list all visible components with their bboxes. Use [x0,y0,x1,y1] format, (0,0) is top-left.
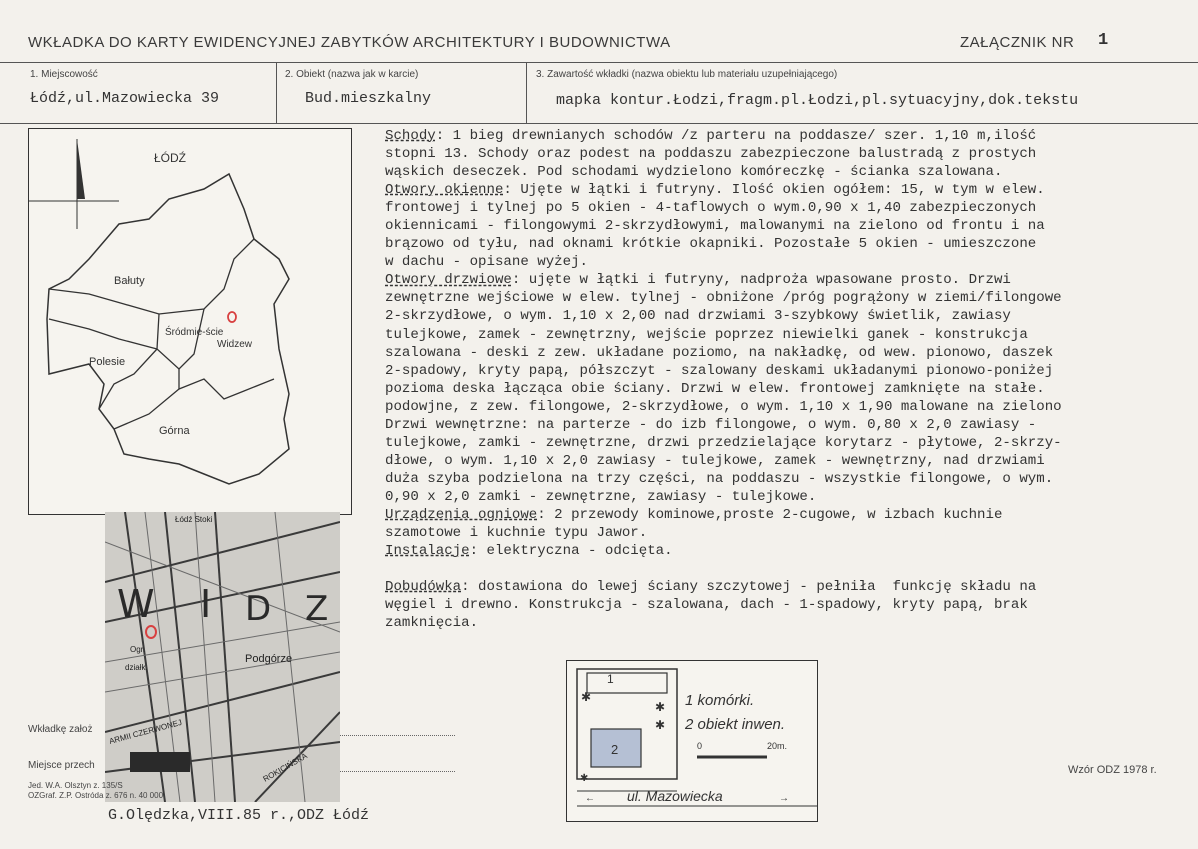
line-text: w dachu - opisane wyżej. [385,254,588,271]
description-line [385,326,1185,344]
line-text: szalowana - deski z zew. układane poziomo, na nakładkę, od wew. pionowo, daszek [385,344,1054,361]
sketch-scale-0: 0 [697,741,703,751]
description-line [385,181,1185,199]
map-district-polesie: Polesie [89,356,126,368]
svg-text:←: ← [585,793,595,804]
site-plan-drawing [567,661,817,821]
line-text: dłowe, o wym. 1,10 x 2,0 zawiasy - tulejkowe, zamek - wewnętrzny, nad drzwiami [385,452,1045,469]
description-line [385,416,1185,434]
section-heading: Urządzenia ogniowe [385,506,538,523]
line-text: węgiel i drewno. Konstrukcja - szalowana, dach - 1-spadowy, kryty papą, brak [385,597,1028,614]
svg-text:✱: ✱ [655,718,666,732]
header-divider [0,62,1198,63]
description-line [385,470,1185,488]
print-info-2: OZGraf. Z.P. Ostróda z. 676 n. 40 000 [28,791,164,800]
description-text [385,127,1185,632]
line-text: : elektryczna - odcięta. [469,543,673,560]
line-text: : dostawiona do lewej ściany szczytowej - pełniła funkcję składu na [461,579,1037,596]
description-line [385,506,1185,524]
plan-letter-w: W [117,582,155,626]
line-text [385,561,393,577]
sketch-scale-20: 20m. [767,741,788,751]
sketch-number-2: 2 [611,742,619,757]
map-district-srodmiescie: Śródmie-ście [165,327,224,338]
map-district-widzew: Widzew [217,339,253,350]
plan-label-dzialk: działk. [125,663,148,672]
sketch-street-label: ul. Mazowiecka [627,788,723,804]
plan-label-rokicinska: ROKICIŃSKA [261,751,309,784]
fields-divider [0,123,1198,124]
section-heading: Dobudówka [385,579,462,596]
annex-label: ZAŁĄCZNIK NR [960,34,1075,51]
description-line [385,398,1185,416]
city-plan-fragment [105,512,340,802]
plan-label-lodz-stoki: Łódź Stoki [175,515,213,524]
map-district-baluty: Bałuty [114,275,145,287]
description-line [385,199,1185,217]
description-line [385,235,1185,253]
line-text: 0,90 x 2,0 zamki - zewnętrzne, zawiasy - tulejkowe. [385,488,817,505]
line-text: tulejkowe, zamki - zewnętrzne, drzwi przedzielające korytarz - płytowe, 2-skrzy- [385,434,1062,451]
line-text: szamotowe i kuchnie typu Jawor. [385,525,648,542]
description-line [385,578,1185,596]
city-contour-map [28,128,352,515]
field3-label: 3. Zawartość wkładki (nazwa obiektu lub materiału uzupełniającego) [536,69,838,80]
city-plan-drawing [105,512,340,802]
line-text: zamknięcia. [385,615,479,632]
svg-text:✱: ✱ [655,700,666,714]
field2-value: Bud.mieszkalny [305,90,432,107]
description-line [385,614,1185,632]
field3-value: mapka kontur.Łodzi,fragm.pl.Łodzi,pl.sytuacyjny,dok.tekstu [556,92,1079,109]
sketch-number-1: 1 [607,672,614,686]
description-line [385,560,1185,578]
line-text: brązowo od tyłu, nad oknami krótkie okapniki. Pozostałe 5 okien - umieszczone [385,236,1037,253]
site-plan-sketch [566,660,818,822]
description-line [385,307,1185,325]
description-line [385,217,1185,235]
sketch-legend-1: 1 komórki. [685,692,755,709]
description-line [385,434,1185,452]
section-heading: Schody [385,128,436,144]
svg-text:✱: ✱ [580,773,589,784]
storage-place-dots [340,771,455,772]
card-title: WKŁADKA DO KARTY EWIDENCYJNEJ ZABYTKÓW ARCHITEKTURY I BUDOWNICTWA [28,34,671,51]
line-text: stopni 13. Schody oraz podest na poddaszu zabezpieczone balustradą z prostych [385,146,1037,163]
prepared-by-label: Wkładkę założ [28,724,93,735]
line-text: Drzwi wewnętrzne: na parterze - do izb filongowe, o wym. 0,80 x 2,0 zawiasy - [385,416,1037,433]
section-heading: Otwory okienne [385,182,504,199]
line-text: wąskich deseczek. Pod schodami wydzielono komóreczkę - ścianka szalowana. [385,164,1003,181]
form-model: Wzór ODZ 1978 r. [1068,764,1157,776]
description-line [385,145,1185,163]
field2-label: 2. Obiekt (nazwa jak w karcie) [285,69,419,80]
line-text: : 2 przewody kominowe,proste 2-cugowe, w izbach kuchnie [537,506,1003,523]
line-text: frontowej i tylnej po 5 okien - 4-taflowych o wym.0,90 x 1,40 zabezpieczonych [385,200,1037,217]
plan-label-armii-czerwonej: ARMII CZERWONEJ [108,717,183,746]
description-line [385,253,1185,271]
sketch-legend-2: 2 obiekt inwen. [685,716,786,733]
line-text: : ujęte w łątki i futryny, nadproża wpasowane prosto. Drzwi [511,272,1011,289]
annex-number: 1 [1098,31,1109,50]
line-text: 2-spadowy, kryty papą, półszczyt - szalowany deskami układanymi pionowo-poniżej [385,362,1054,379]
author-signature: G.Olędzka,VIII.85 r.,ODZ Łódź [108,807,370,824]
svg-text:→: → [779,793,789,804]
city-map-drawing [29,129,351,514]
prepared-by-dots [340,735,455,736]
plan-letter-z: Z [305,589,329,629]
line-text: zewnętrzne wejściowe w elew. tylnej - obniżone /próg pogrążony w ziemi/filongowe [385,290,1062,307]
description-line [385,344,1185,362]
section-heading: Otwory drzwiowe [385,272,512,289]
line-text: : Ujęte w łątki i futryny. Ilość okien ogółem: 15, w tym w elew. [503,182,1045,199]
line-text: podowjne, z zew. filongowe, 2-skrzydłowe, o wym. 1,10 x 1,90 malowane na zielono [385,398,1062,415]
storage-place-label: Miejsce przech [28,760,95,771]
description-line [385,524,1185,542]
description-line [385,452,1185,470]
line-text: 2-skrzydłowe, o wym. 1,10 x 2,00 nad drzwiami 3-szybkowy świetlik, zawiasy [385,308,1011,325]
description-line [385,289,1185,307]
plan-letter-i: I [200,582,212,626]
line-text: okiennicami - filongowymi 2-skrzydłowymi, malowanymi na zielono od frontu i na [385,218,1045,235]
description-line [385,542,1185,560]
description-line [385,380,1185,398]
description-line [385,127,1185,145]
description-line [385,163,1185,181]
field1-label: 1. Miejscowość [30,69,98,80]
description-line [385,596,1185,614]
line-text: duża szyba podzielona na trzy części, na poddaszu - wszystkie filongowe, o wym. [385,470,1054,487]
plan-letter-d: D [245,589,272,629]
field-separator-1 [276,62,277,123]
field1-value: Łódź,ul.Mazowiecka 39 [30,90,220,107]
plan-label-podgorze: Podgórze [245,653,293,665]
line-text: pozioma deska łącząca obie ściany. Drzwi w elew. frontowej zamknięte na stałe. [385,380,1045,397]
line-text: tulejkowe, zamek - zewnętrzny, wejście poprzez niewielki ganek - konstrukcja [385,326,1028,343]
section-heading: Instalacje [385,543,470,560]
print-info-1: Jed. W.A. Olsztyn z. 135/S [28,781,123,790]
description-line [385,271,1185,289]
line-text: : 1 bieg drewnianych schodów /z parteru na poddasze/ szer. 1,10 m,ilość [435,128,1037,144]
map-district-gorna: Górna [159,425,190,437]
description-line [385,488,1185,506]
description-line [385,362,1185,380]
field-separator-2 [526,62,527,123]
svg-text:✱: ✱ [581,690,592,704]
plan-label-ogr: Ogr. [130,645,146,654]
map-city-label: ŁÓDŹ [154,151,187,165]
